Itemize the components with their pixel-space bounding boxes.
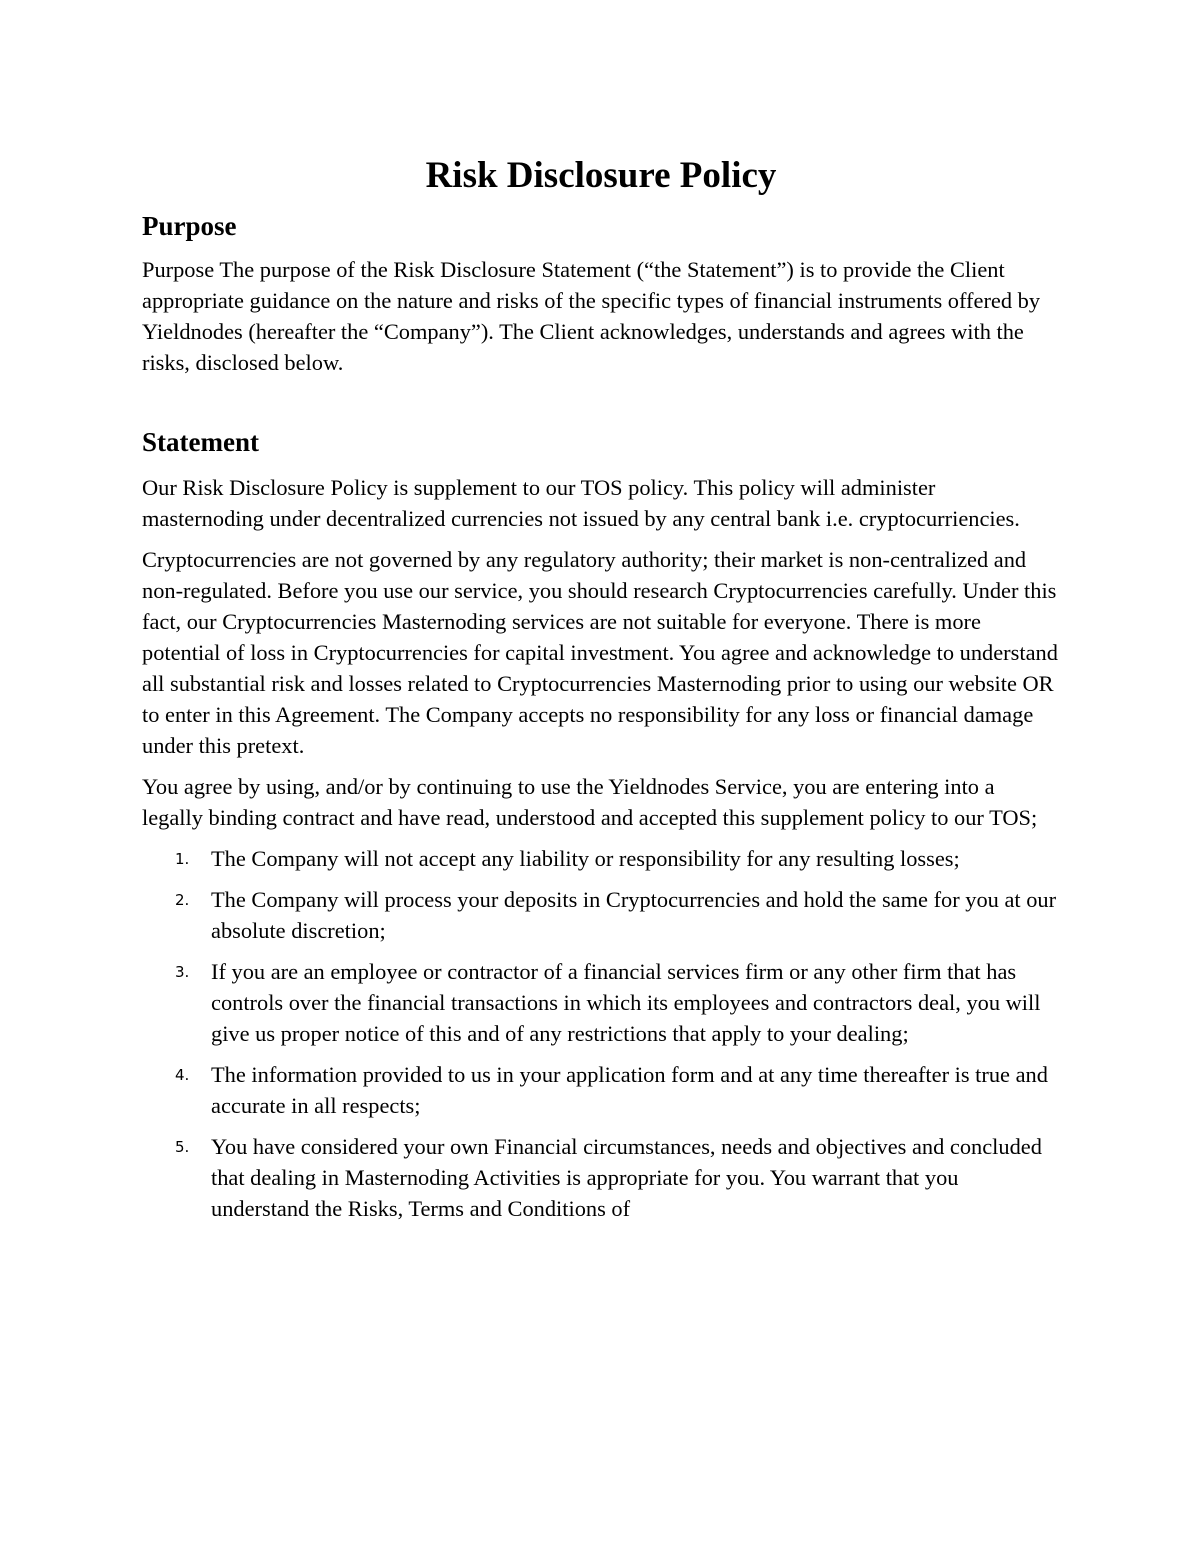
page-title: Risk Disclosure Policy [425,155,777,196]
list-item-text: If you are an employee or contractor of a financial services firm or any other firm that has controls over the financial transactions in which its employees and contractors deal, you will give us proper notice of this and of any restrictions that apply to your dealing; [211,959,1041,1046]
list-item [142,1059,1060,1121]
list-item [142,1131,1060,1224]
section-heading-purpose: Purpose [142,211,237,241]
list-item-number: 1. [175,850,190,868]
statement-paragraph: You agree by using, and/or by continuing to use the Yieldnodes Service, you are entering into a legally binding contract and have read, understood and accepted this supplement policy to our TOS; [142,774,1038,830]
section-heading-statement: Statement [142,427,259,457]
list-item-number: 3. [175,963,190,981]
statement-paragraph: Our Risk Disclosure Policy is supplement to our TOS policy. This policy will administer masternoding under decentralized currencies not issued by any central bank i.e. cryptocurriencies. [142,475,1020,531]
purpose-paragraph: Purpose The purpose of the Risk Disclosure Statement (“the Statement”) is to provide the Client appropriate guidance on the nature and risks of the specific types of financial instruments offered by Yieldnodes (hereafter the “Company”). The Client acknowledges, understands and agrees with the risks, disclosed below. [142,257,1041,375]
list-item [142,843,1060,874]
list-item-number: 2. [175,891,190,909]
terms-list [142,843,1060,1224]
statement-paragraph: Cryptocurrencies are not governed by any regulatory authority; their market is non-centralized and non-regulated. Before you use our service, you should research Cryptocurrencies carefully. Under this fact, our Cryptocurrencies Masternoding services are not suitable for everyone. There is more potential of loss in Cryptocurrencies for capital investment. You agree and acknowledge to understand all substantial risk and losses related to Cryptocurrencies Masternoding prior to using our website OR to enter in this Agreement. The Company accepts no responsibility for any loss or financial damage under this pretext. [142,547,1058,758]
list-item-number: 5. [175,1138,190,1156]
list-item [142,956,1060,1049]
list-item-text: The Company will process your deposits in Cryptocurrencies and hold the same for you at our absolute discretion; [211,887,1057,943]
list-item-text: You have considered your own Financial circumstances, needs and objectives and concluded that dealing in Masternoding Activities is appropriate for you. You warrant that you understand the Risks, Terms and Conditions of [211,1134,1042,1221]
list-item-number: 4. [175,1066,190,1084]
list-item-text: The information provided to us in your application form and at any time thereafter is true and accurate in all respects; [211,1062,1048,1118]
list-item [142,884,1060,946]
list-item-text: The Company will not accept any liability or responsibility for any resulting losses; [211,846,960,871]
